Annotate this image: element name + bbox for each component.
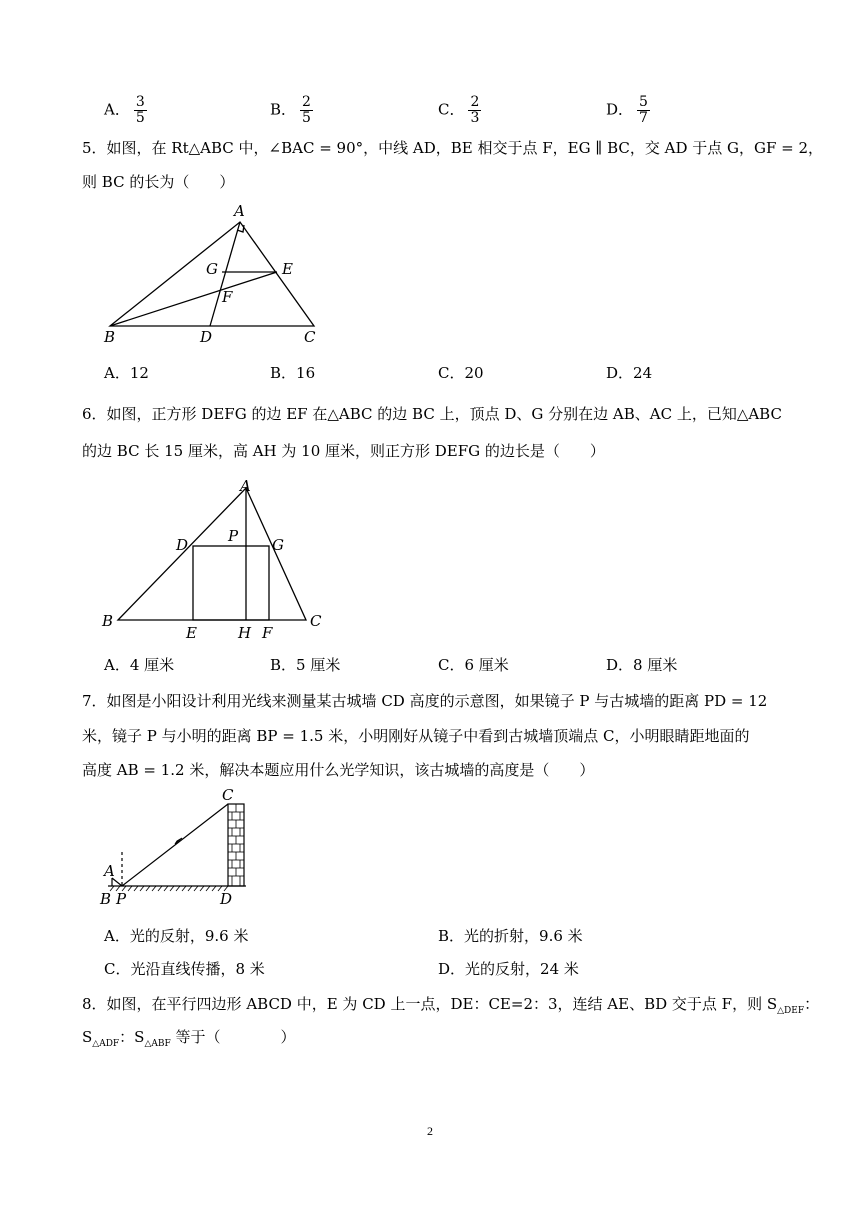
q7-option-d: D．光的反射，24 米 [438,960,579,978]
q6-label-a: A [240,477,251,495]
q6-option-b: B．5 厘米 [270,656,341,674]
q7-label-b: B [100,890,112,908]
q5-label-c: C [304,328,316,346]
q4-option-a: A． $\frac{3}{5}$ [104,94,145,126]
page-number: 2 [427,1124,433,1138]
q7-option-a: A．光的反射，9.6 米 [104,927,249,945]
q7-text-line3: 高度 AB = 1.2 米，解决本题应用什么光学知识，该古城墙的高度是（ ） [82,761,595,779]
q5-label-b: B [104,328,116,346]
q6-option-c: C．6 厘米 [438,656,509,674]
q5-label-d: D [200,328,213,346]
q7-option-c: C．光沿直线传播，8 米 [104,960,265,978]
q8-text-line1: 8．如图，在平行四边形 ABCD 中，E 为 CD 上一点，DE：CE=2：3，连结 AE、BD 交于点 F，则 $S_{\triangle DEF}$： [82,995,820,1016]
q7-label-a: A [104,862,115,880]
q6-label-f: F [262,624,273,642]
q5-text-line2: 则 BC 的长为（ ） [82,173,235,191]
q7-text-line1: 7．如图是小阳设计利用光线来测量某古城墙 CD 高度的示意图，如果镜子 P 与古城墙的距离 PD = 12 [82,692,768,710]
q7-text-line2: 米，镜子 P 与小明的距离 BP = 1.5 米，小明刚好从镜子中看到古城墙顶端点 C，小明眼睛距地面的 [82,727,750,745]
q8-text-line2: $S_{\triangle ADF}$：$S_{\triangle ABF}$ 等于（ ） [82,1028,296,1049]
q4-option-d: D． $\frac{5}{7}$ [606,94,648,126]
q6-label-c: C [310,612,322,630]
q6-label-h: H [238,624,252,642]
q5-label-f: F [222,288,233,306]
q6-option-d: D．8 厘米 [606,656,678,674]
q6-option-a: A．4 厘米 [104,656,175,674]
q4-option-b: B． $\frac{2}{5}$ [270,94,311,126]
q6-text-line2: 的边 BC 长 15 厘米，高 AH 为 10 厘米，则正方形 DEFG 的边长是（ ） [82,442,605,460]
q7-wall-mirror-diagram [96,786,276,914]
q6-label-e: E [186,624,197,642]
q5-label-a: A [234,202,245,220]
q5-option-a: A．12 [104,364,149,382]
q6-label-g: G [272,536,284,554]
q5-option-d: D．24 [606,364,653,382]
q6-label-p: P [228,527,239,545]
q7-label-d: D [220,890,233,908]
q6-label-d: D [176,536,189,554]
q5-text-line1: 5．如图，在 Rt△ABC 中，∠BAC = 90°，中线 AD，BE 相交于点 F，EG ∥ BC，交 AD 于点 G，GF = 2， [82,139,824,157]
q5-label-g: G [206,260,218,278]
q7-option-b: B．光的折射，9.6 米 [438,927,583,945]
q4-option-c: C． $\frac{2}{3}$ [438,94,480,126]
q5-triangle-diagram [96,200,336,348]
q5-label-e: E [282,260,293,278]
q6-text-line1: 6．如图，正方形 DEFG 的边 EF 在△ABC 的边 BC 上，顶点 D、G 分别在边 AB、AC 上，已知△ABC [82,405,782,423]
q6-square-triangle-diagram [96,474,336,646]
q7-label-p: P [116,890,127,908]
q7-label-c: C [222,786,234,804]
q5-option-c: C．20 [438,364,484,382]
q5-option-b: B．16 [270,364,316,382]
q6-label-b: B [102,612,114,630]
